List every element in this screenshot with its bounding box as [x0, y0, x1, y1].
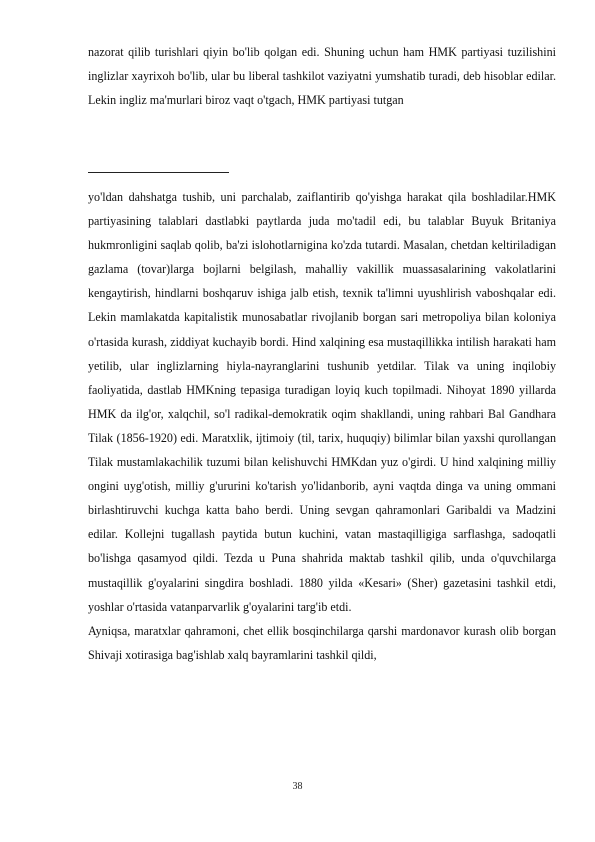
footnote-separator-line — [88, 172, 229, 173]
paragraph-last: Ayniqsa, maratxlar qahramoni, chet ellik bosqinchilarga qarshi mardonavor kurash olib borgan Shivaji xotirasiga bag'ishlab xalq bayramlarini tashkil qildi, — [88, 623, 556, 662]
paragraph-top: nazorat qilib turishlari qiyin bo'lib qolgan edi. Shuning uchun ham HMK partiyasi tuzilishini inglizlar xayrixoh bo'lib, ular bu liberal tashkilot vaziyatni yumshatib turadi, deb hisoblar edilar. Lekin ingliz ma'murlari biroz vaqt o'tgach, HMK partiyasi tutgan — [88, 45, 556, 108]
paragraph-main: yo'ldan dahshatga tushib, uni parchalab, zaiflantirib qo'yishga harakat qila boshladilar.HMK partiyasining talablari dastlabki paytlarda juda mo'tadil edi, bu talablar Buyuk Britaniya hukmronligini saqlab qolib, ba'zi islohotlarnigina ko'zda tutardi. Masalan, chetdan keltiriladigan gazlama (tovar)larga bojlarni belgilash, mahalliy vakillik muassasalarining vakolatlarini kengaytirish, hindlarni boshqaruv ishiga jalb etish, texnik ta'limni uyushlirish vaboshqalar edi. Lekin mamlakatda kapitalistik munosabatlar rivojlanib borgan sari metropoliya bilan koloniya o'rtasida kurash, ziddiyat kuchayib bordi. Hind xalqining esa mustaqillikka intilish harakati ham yetilib, ular inglizlarning hiyla-nayranglarini tushunib yetdilar. Tilak va uning inqilobiy faoliyatida, dastlab HMKning tepasiga turadigan loyiq kuch topilmadi. Nihoyat 1890 yillarda HMK da ilg'or, xalqchil, so'l radikal-demokratik oqim shakllandi, uning rahbari Bal Gandhara Tilak (1856-1920) edi. Maratxlik, ijtimoiy (til, tarix, huquqiy) bilimlar bilan yaxshi qurollangan Tilak mustamlakachilik tuzumi bilan kelishuvchi HMKdan yuz o'girdi. U hind xalqining milliy ongini uyg'otish, milliy g'ururini ko'tarish yo'lidanborib, ayni vaqtda dinga va uning ommani birlashtiruvchi kuchga katta baho berdi. Uning sevgan qahramonlari Garibaldi va Madzini edilar. Kollejni tugallash paytida butun kuchini, vatan mastaqilligiga sarflashga, sadoqatli bo'lishga qasamyod qildi. Tezda u Puna shahrida maktab tashkil qilib, unda o'quvchilarga mustaqillik g'oyalarini singdira boshladi. 1880 yilda «Kesari» (Sher) gazetasini tashkil etdi, yoshlar o'rtasida vatanparvarlik g'oyalarini targ'ib etdi. — [88, 190, 556, 614]
page-number: 38 — [292, 781, 303, 792]
text-block-main — [88, 185, 556, 667]
text-block-top — [88, 40, 556, 112]
